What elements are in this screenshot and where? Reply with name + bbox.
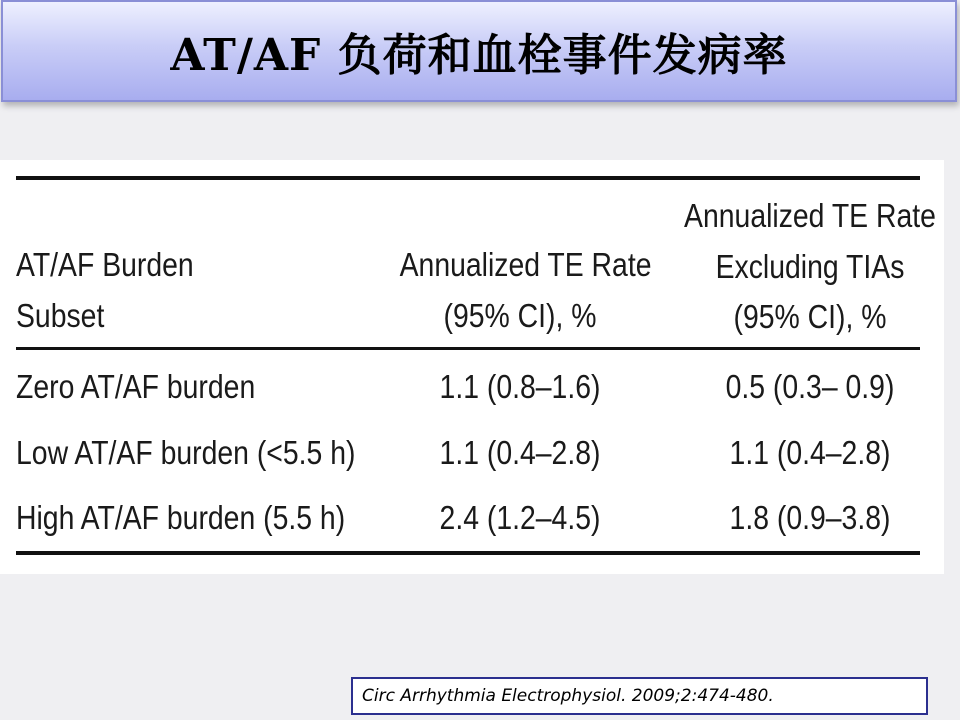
table-bottom-rule bbox=[16, 551, 920, 555]
row-zero-rate-excl-tia: 0.5 (0.3– 0.9) bbox=[725, 368, 895, 405]
data-table bbox=[0, 160, 944, 574]
row-low-rate-excl-tia: 1.1 (0.4–2.8) bbox=[729, 434, 891, 471]
slide-title: AT/AF 负荷和血栓事件发病率 bbox=[170, 30, 788, 81]
table-header-rule bbox=[16, 347, 920, 350]
header-subset-line1: AT/AF Burden bbox=[16, 246, 194, 283]
header-rate-excl-line3: (95% CI), % bbox=[733, 298, 887, 335]
row-high-rate: 2.4 (1.2–4.5) bbox=[439, 499, 601, 536]
header-rate-line1: Annualized TE Rate bbox=[399, 246, 652, 283]
row-high-rate-excl-tia: 1.8 (0.9–3.8) bbox=[729, 499, 891, 536]
citation-box: Circ Arrhythmia Electrophysiol. 2009;2:474-480. bbox=[351, 677, 928, 715]
header-rate-excl-line2: Excluding TIAs bbox=[715, 248, 905, 285]
header-rate-excl-line1: Annualized TE Rate bbox=[684, 197, 936, 234]
header-subset-line2: Subset bbox=[16, 297, 105, 334]
table-top-rule bbox=[16, 176, 920, 180]
row-low-subset: Low AT/AF burden (<5.5 h) bbox=[16, 434, 356, 471]
row-low-rate: 1.1 (0.4–2.8) bbox=[439, 434, 601, 471]
title-banner bbox=[1, 0, 957, 102]
row-zero-subset: Zero AT/AF burden bbox=[16, 368, 256, 405]
row-zero-rate: 1.1 (0.8–1.6) bbox=[439, 368, 601, 405]
row-high-subset: High AT/AF burden (5.5 h) bbox=[16, 499, 346, 536]
header-rate-line2: (95% CI), % bbox=[443, 297, 597, 334]
